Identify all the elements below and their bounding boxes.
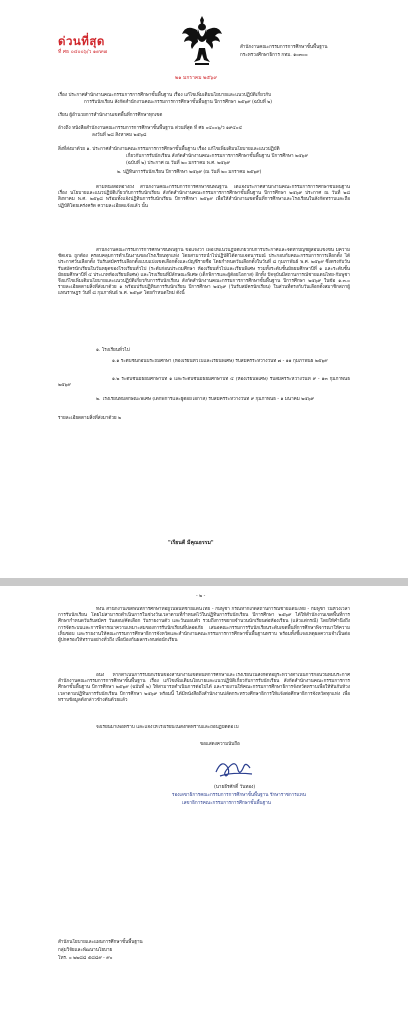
subject-line-2: การรับนักเรียน สังกัดสำนักงานคณะกรรมการการศึกษาขั้นพื้นฐาน ปีการศึกษา ๒๕๖๙ (ฉบับที่ ๒) (84, 100, 273, 105)
enclosure-line-2: เกี่ยวกับการรับนักเรียน สังกัดสำนักงานคณะกรรมการการศึกษาขั้นพื้นฐาน ปีการศึกษา ๒๕๖๙ (126, 154, 308, 159)
letter-page-2 (0, 586, 408, 1024)
doc-number: ที่ ศธ ๐๔๐๐๖/ว ๑๙๙๗ (58, 49, 108, 55)
signer-title-1: รองเลขาธิการคณะกรรมการการศึกษาขั้นพื้นฐาน รักษาราชการแทน (172, 793, 306, 798)
subject-line-1: เรื่อง ประกาศสำนักงานคณะกรรมการการศึกษาขั้นพื้นฐาน เรื่อง แก้ไขเพิ่มเติมนโยบายและแนวปฏิบัติเกี่ยวกับ (58, 93, 272, 98)
enclosure-line-3: (ฉบับที่ ๒) ประกาศ ณ วันที่ ๒๐ มกราคม พ.ศ. ๒๕๖๙ (126, 161, 230, 166)
paragraph-5: จึงเรียนมาเพื่อทราบ และแจ้งให้โรงเรียนในสังกัดทราบและถือปฏิบัติต่อไป (96, 725, 239, 730)
reference-line-1: อ้างถึง หนังสือสำนักงานคณะกรรมการการศึกษาขั้นพื้นฐาน ด่วนที่สุด ที่ ศธ ๐๔๐๐๖/ว ๑๙๔๐๔ (58, 126, 243, 131)
footer-phone: โทร. ๐ ๒๒๘๘ ๕๘๘๙ - ๙๐ (58, 956, 113, 961)
footer-group: กลุ่มวิจัยและพัฒนานโยบาย (58, 948, 113, 953)
page-separator (0, 578, 408, 586)
signature-icon (212, 756, 256, 780)
footer-office: สำนักนโยบายและแผนการศึกษาขั้นพื้นฐาน (58, 940, 143, 945)
paragraph-3: ทั้งนี้ สำนักงานเขตพื้นที่การศึกษาที่อยู่ในพื้นที่ชายแดนไทย - กัมพูชา กรณีหากเกิดสถานการณ์ชายแดนไทย - กัมพูชา ในห้วงเวลาการรับนักเรียน โดยไม่สามารถดำเนินการในช่วงวันเวลาตามที่กำหนดไว้ในปฏิทินการรับนักเรียน ปีการศึกษา ๒๕๖๙ ได้ให้สำนักงานเขตพื้นที่การศึกษากำหนดวันรับสมัคร วันสอบ/คัดเลือก วันรายงานตัว และวันมอบตัว รวมถึงการขยายจำนวนนักเรียนต่อห้องเรียน (แล้วแต่กรณี) โดยให้คำนึงถึงการจัดระบบและการพิจารณาความเหมาะสมของการรับนักเรียนที่ปลอดภัย เสนอคณะกรรมการรับนักเรียนระดับเขตพื้นที่การศึกษาพิจารณาให้ความเห็นชอบ และรายงานให้คณะกรรมการศึกษาธิการจังหวัดและสำนักงานคณะกรรมการการศึกษาขั้นพื้นฐานทราบ พร้อมทั้งชี้แจงเหตุผลความจำเป็นต่อผู้ปกครองให้ทราบอย่างทั่วถึง เพื่อป้องกันผลกระทบต่อนักเรียน (58, 607, 350, 644)
paragraph-1: ตามหนังสือที่อ้างถึง สำนักงานคณะกรรมการการศึกษาขั้นพื้นฐาน ได้แจ้งประกาศสำนักงานคณะกรรมการการศึกษาขั้นพื้นฐาน เรื่อง นโยบายและแนวปฏิบัติเกี่ยวกับการรับนักเรียน สังกัดสำนักงานคณะกรรมการการศึกษาขั้นพื้นฐาน ปีการศึกษา ๒๕๖๙ ประกาศ ณ วันที่ ๒๘ สิงหาคม พ.ศ. ๒๕๖๘ พร้อมทั้งแจ้งปฏิทินการรับนักเรียน ปีการศึกษา ๒๕๖๙ เพื่อให้สำนักงานเขตพื้นที่การศึกษาและโรงเรียนในสังกัดทราบและถือปฏิบัติโดยเคร่งครัด ความละเอียดแจ้งแล้ว นั้น (58, 185, 350, 209)
slogan: "เรียนดี มีคุณธรรม" (168, 540, 214, 546)
enclosure-line-1: สิ่งที่ส่งมาด้วย ๑. ประกาศสำนักงานคณะกรรมการการศึกษาขั้นพื้นฐาน เรื่อง แก้ไขเพิ่มเติมนโยบายและแนวปฏิบัติ (58, 147, 280, 152)
item-1-1: ๑.๑ ระดับชั้นก่อนประถมศึกษา (ห้องเรียนทั่วไปและเรียนพิเศษ) รับสมัครระหว่างวันที่ ๗ - ๑๑ กุมภาพันธ์ ๒๕๖๙ (112, 359, 328, 364)
closing: ขอแสดงความนับถือ (200, 742, 240, 747)
enclosure-line-4: ๒. ปฏิทินการรับนักเรียน ปีการศึกษา ๒๕๖๙ (ณ วันที่ ๒๐ มกราคม ๒๕๖๙) (117, 170, 262, 175)
paragraph-2: สำนักงานคณะกรรมการการศึกษาขั้นพื้นฐาน ขอแจ้งว่า เพื่อให้แนวปฏิบัติเกี่ยวกับการประกาศและจัดทำบัญชีผู้สอบแข่งขัน มีความชัดเจน ถูกต้อง ครอบคลุมการดำเนินงานของโรงเรียนทุกแห่ง โดยสามารถนำไปปฏิบัติได้ตามเจตนารมณ์ ประกอบกับคณะกรรมการการเลือกตั้ง ได้ประกาศวันเลือกตั้ง วันรับสมัครรับเลือกตั้งแบบแบ่งเขตเลือกตั้งและบัญชีรายชื่อ โดยกำหนดวันเลือกตั้งในวันที่ ๘ กุมภาพันธ์ พ.ศ. ๒๕๖๙ ซึ่งตรงกับวันรับสมัครนักเรียนในวันหยุดของโรงเรียนทั่วไป (ระดับก่อนประถมศึกษา ห้องเรียนทั่วไปและเรียนพิเศษ รวมทั้งระดับชั้นมัธยมศึกษาปีที่ ๑ และระดับชั้นมัธยมศึกษาปีที่ ๔ ประเภทห้องเรียนพิเศษ) และโรงเรียนที่มีลักษณะพิเศษ (เด็กพิการและผู้ด้อยโอกาส) อีกทั้ง ปัจจุบันมีสถานการณ์ชายแดนไทย-กัมพูชา จึงแก้ไขเพิ่มเติมนโยบายและแนวปฏิบัติเกี่ยวกับการรับนักเรียน สังกัดสำนักงานคณะกรรมการการศึกษาขั้นพื้นฐาน ปีการศึกษา ๒๕๖๙ ในข้อ ๑.๓.๐ รายละเอียดตามสิ่งที่ส่งมาด้วย ๑ พร้อมปรับปฏิทินการรับนักเรียน ปีการศึกษา ๒๕๖๙ (วันรับสมัครนักเรียน) ในส่วนที่ตรงกับวันเลือกตั้งสมาชิกสภาผู้แทนราษฎร วันที่ ๘ กุมภาพันธ์ พ.ศ. ๒๕๖๙ โดยกำหนดใหม่ ดังนี้ (58, 248, 350, 297)
org-address: กระทรวงศึกษาธิการ กทม. ๑๐๓๐๐ (240, 53, 308, 58)
signer-title-2: เลขาธิการคณะกรรมการการศึกษาขั้นพื้นฐาน (182, 801, 271, 806)
letter-date: ๒๑ มกราคม ๒๕๖๙ (175, 75, 218, 81)
item-note: รายละเอียดตามสิ่งที่ส่งมาด้วย ๒ (58, 416, 122, 421)
garuda-emblem-icon (180, 14, 224, 66)
org-name: สำนักงานคณะกรรมการการศึกษาขั้นพื้นฐาน (240, 45, 328, 50)
page-number: - ๒ - (196, 594, 206, 599)
urgent-stamp: ด่วนที่สุด (58, 34, 105, 48)
item-1-2: ๑.๒ ระดับชั้นมัธยมศึกษาปีที่ ๑ และระดับชั้นมัธยมศึกษาปีที่ ๔ (ห้องเรียนพิเศษ) รับสมัครระหว่างวันที่ ๙ - ๑๓ กุมภาพันธ์ ๒๕๖๙ (58, 377, 350, 389)
item-2: ๒. โรงเรียนที่มีลักษณะพิเศษ (เด็กพิการและผู้ด้อยโอกาส) รับสมัครระหว่างวันที่ ๙ กุมภาพันธ์ - ๑ มีนาคม ๒๕๖๙ (96, 397, 314, 402)
signer-name: (นายธีรศักดิ์ วันทอง) (214, 785, 256, 790)
salutation: เรียน ผู้อำนวยการสำนักงานเขตพื้นที่การศึกษาทุกเขต (58, 113, 163, 118)
item-1: ๑. โรงเรียนทั่วไป (96, 348, 130, 353)
reference-line-2: ลงวันที่ ๒๘ สิงหาคม ๒๕๖๘ (92, 133, 147, 138)
paragraph-4: อนึ่ง หากดำเนินการรับนักเรียนของสำนักงานเขตพื้นที่การศึกษาและโรงเรียนในสังกัดที่อยู่ระหว่างดำเนินการก่อนวันที่มีประกาศสำนักงานคณะกรรมการการศึกษาขั้นพื้นฐาน เรื่อง แก้ไขเพิ่มเติมนโยบายและแนวปฏิบัติเกี่ยวกับการรับนักเรียน สังกัดสำนักงานคณะกรรมการการศึกษาขั้นพื้นฐาน ปีการศึกษา ๒๕๖๙ (ฉบับที่ ๒) ให้สามารถดำเนินการต่อไปได้ และรายงานให้คณะกรรมการศึกษาธิการจังหวัดทราบเพื่อให้ทันกับห้วงเวลาตามปฏิทินการรับนักเรียน ปีการศึกษา ๒๕๖๙ พร้อมนี้ ได้มีหนังสือถึงสำนักงานปลัดกระทรวงศึกษาธิการให้แจ้งต่อศึกษาธิการจังหวัดทุกแห่ง เพื่อทราบข้อมูลดังกล่าวข้างต้นด้วยแล้ว (58, 673, 350, 703)
